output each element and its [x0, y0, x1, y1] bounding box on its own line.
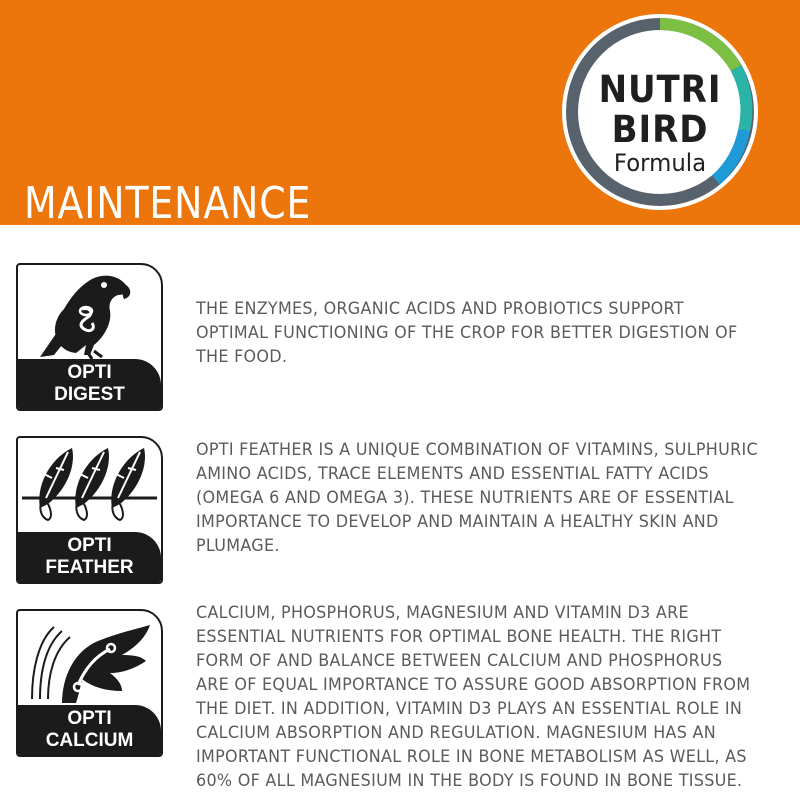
badge-label-line2: CALCIUM — [45, 730, 134, 751]
nutribird-logo — [560, 12, 760, 212]
badge-opti-calcium — [16, 609, 163, 757]
logo-text-line3: Formula — [613, 149, 707, 177]
badge-label-line2: DIGEST — [54, 384, 125, 405]
badge-label-line1: OPTI — [67, 535, 112, 556]
feature-opti-feather — [16, 436, 796, 588]
feature-description: CALCIUM, PHOSPHORUS, MAGNESIUM AND VITAMIN D3 ARE ESSENTIAL NUTRIENTS FOR OPTIMAL BONE HEALTH. THE RIGHT FORM OF AND BALANCE BETWEEN CALCIUM AND PHOSPHORUS ARE OF EQUAL IMPORTANCE TO ASSURE GOOD ABSORPTION FROM THE DIET. IN ADDITION, VITAMIN D3 PLAYS AN ESSENTIAL ROLE IN CALCIUM ABSORPTION AND REGULATION. MAGNESIUM HAS AN IMPORTANT FUNCTIONAL ROLE IN BONE METABOLISM AS WELL, AS 60% OF ALL MAGNESIUM IN THE BODY IS FOUND IN BONE TISSUE. — [196, 603, 751, 791]
logo-text-line1: NUTRI — [598, 68, 722, 111]
badge-label-line1: OPTI — [67, 362, 112, 383]
feature-description: OPTI FEATHER IS A UNIQUE COMBINATION OF VITAMINS, SULPHURIC AMINO ACIDS, TRACE ELEMENTS AND ESSENTIAL FATTY ACIDS (OMEGA 6 AND OMEGA 3). THESE NUTRIENTS ARE OF ESSENTIAL IMPORTANCE TO DEVELOP AND MAINTAIN A HEALTHY SKIN AND PLUMAGE. — [196, 440, 758, 556]
badge-label-opti-calcium — [18, 705, 161, 755]
badge-opti-digest — [16, 263, 163, 411]
badge-label-line2: FEATHER — [45, 557, 134, 578]
feature-opti-digest — [16, 263, 796, 415]
feature-description: THE ENZYMES, ORGANIC ACIDS AND PROBIOTICS SUPPORT OPTIMAL FUNCTIONING OF THE CROP FOR BETTER DIGESTION OF THE FOOD. — [196, 299, 738, 367]
parrot-digestion-icon — [18, 265, 161, 363]
badge-label-opti-feather — [18, 532, 161, 582]
page-title: MAINTENANCE — [24, 178, 312, 229]
wing-bone-icon — [18, 611, 161, 709]
header-banner — [0, 0, 800, 229]
badge-label-opti-digest — [18, 359, 161, 409]
badge-opti-feather — [16, 436, 163, 584]
feathers-icon — [18, 438, 161, 536]
feature-opti-calcium — [16, 603, 796, 791]
badge-label-line1: OPTI — [67, 708, 112, 729]
logo-text-line2: BIRD — [611, 108, 709, 151]
